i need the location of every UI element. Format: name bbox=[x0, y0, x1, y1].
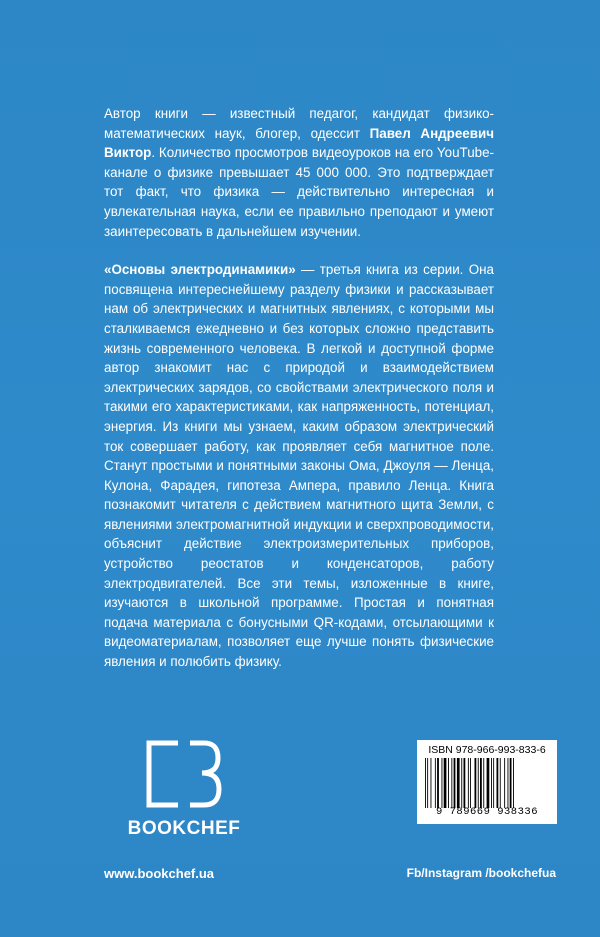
book-paragraph bbox=[104, 260, 494, 671]
barcode-bars-icon bbox=[425, 758, 549, 808]
author-details-text: . Количество просмотров видеоуроков на его YouTube-канале о физике превышает 45 000 000. Это подтверждает тот факт, что физика — действительно интересная и увлекательная наука, если ее правильно преподают и умеют заинтересовать в дальнейшем изучении. bbox=[104, 145, 494, 239]
author-intro-text: Автор книги — известный педагог, кандидат физико-математических наук, блогер, одессит bbox=[104, 106, 494, 141]
book-summary-text: — третья книга из серии. Она посвящена интереснейшему разделу физики и рассказывает нам об электрических и магнитных явлениях, с которыми мы сталкиваемся ежедневно и без которых сложно представить жизнь современного человека. В легкой и доступной форме автор знакомит нас с природой и взаимодействием электрических зарядов, со свойствами электрического поля и такими его характеристиками, как напряженность, потенциал, энергия. Из книги мы узнаем, каким образом электрический ток совершает работу, как проявляет себя магнитное поле. Станут простыми и понятными законы Ома, Джоуля — Ленца, Кулона, Фарадея, гипотеза Ампера, правило Ленца. Книга познакомит читателя с действием магнитного щита Земли, с явлениями электромагнитной индукции и сверхпроводимости, объяснит действие электроизмерительных приборов, устройство реостатов и конденсаторов, работу электродвигателей. Все эти темы, изложенные в книге, изучаются в школьной программе. Простая и понятная подача материала с бонусными QR-кодами, отсылающими к видеоматериалам, позволяет еще лучше понять физические явления и полюбить физику. bbox=[104, 262, 494, 670]
barcode bbox=[417, 740, 557, 824]
description-text bbox=[104, 104, 494, 691]
publisher-name: BOOKCHEF bbox=[127, 818, 241, 839]
isbn-text: ISBN 978-966-993-833-6 bbox=[428, 744, 546, 756]
author-paragraph bbox=[104, 104, 494, 241]
bookchef-logo-icon bbox=[146, 740, 222, 808]
publisher-logo bbox=[104, 740, 264, 840]
ean-digits: 9 789669 938336 bbox=[435, 806, 538, 818]
author-name: Павел Андреевич Виктор bbox=[104, 125, 494, 161]
book-title: «Основы электродинамики» bbox=[104, 262, 296, 278]
social-handle: Fb/Instagram /bookchefua bbox=[406, 866, 556, 880]
publisher-website: www.bookchef.ua bbox=[104, 866, 215, 881]
